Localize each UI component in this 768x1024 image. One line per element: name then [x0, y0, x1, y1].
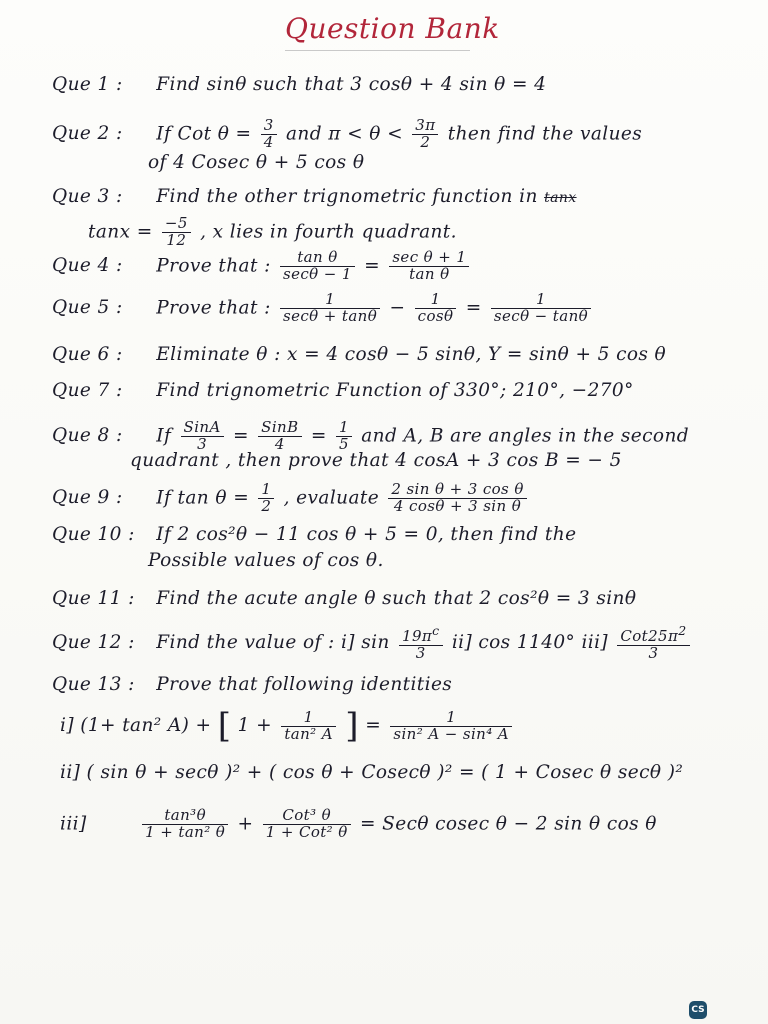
question-text: sin [361, 631, 390, 653]
fraction-denominator: tan θ [409, 264, 450, 283]
question-text: Find the acute angle θ such that 2 cos²θ = 3 sinθ [156, 588, 637, 609]
question-10 [52, 524, 576, 545]
fraction-numerator: tan θ [280, 250, 355, 267]
question-label: Que 5 : [52, 297, 123, 319]
fraction [258, 482, 274, 515]
question-9 [52, 482, 530, 515]
struck-word: tanx [544, 190, 577, 206]
question-2-continuation: of 4 Cosec θ + 5 cos θ [148, 152, 365, 173]
question-text: Prove that following identities [156, 674, 453, 695]
question-label: Que 2 : [52, 123, 123, 145]
question-label: Que 6 : [52, 344, 123, 365]
question-7 [52, 380, 634, 401]
fraction-denominator: 4 cosθ + 3 sin θ [393, 496, 522, 515]
fraction-numerator: 3 [261, 118, 277, 135]
question-6 [52, 344, 666, 365]
question-text: and π < θ < [285, 123, 403, 145]
equals-sign: = [364, 255, 381, 277]
equals-sign: = [310, 425, 327, 447]
question-text: Prove that : [156, 297, 271, 319]
fraction [491, 292, 591, 325]
fraction [162, 216, 191, 249]
fraction [181, 420, 224, 453]
question-text: then find the values [447, 123, 643, 145]
fraction [412, 118, 438, 151]
fraction-numerator: 1 [280, 292, 380, 309]
fraction-denominator: 12 [166, 230, 187, 249]
identity-text: ( sin θ + secθ )² + ( cos θ + Cosecθ )² = ( 1 + Cosec θ secθ )² [86, 762, 684, 783]
fraction-denominator: cosθ [417, 306, 454, 325]
question-4 [52, 250, 472, 283]
question-text: , x lies in fourth quadrant. [200, 221, 457, 243]
fraction-denominator: 3 [648, 643, 659, 662]
question-12 [52, 624, 693, 662]
superscript: 2 [678, 623, 687, 638]
fraction-numerator: 2 sin θ + 3 cos θ [388, 482, 526, 499]
question-label: Que 11 : [52, 588, 135, 609]
fraction-denominator: 4 [263, 132, 274, 151]
question-text: Find the value of : i] [156, 631, 355, 653]
question-label: Que 3 : [52, 186, 123, 207]
question-3-continuation [88, 216, 457, 249]
fraction-denominator: 4 [274, 434, 285, 453]
question-1 [52, 74, 546, 95]
question-text: Find trignometric Function of 330°; 210°, −270° [156, 380, 634, 401]
fraction [263, 808, 351, 841]
fraction [280, 292, 380, 325]
open-bracket: [ [217, 706, 232, 746]
fraction [280, 250, 355, 283]
question-label: Que 7 : [52, 380, 123, 401]
fraction [281, 707, 336, 743]
fraction [261, 118, 277, 151]
plus-sign: + [237, 813, 254, 835]
question-text: Find the other trignometric function in [156, 186, 538, 207]
fraction-denominator: 2 [420, 132, 431, 151]
question-8 [52, 420, 689, 453]
close-bracket: ] [345, 706, 359, 746]
question-text: and A, B are angles in the second [361, 425, 690, 447]
question-label: Que 9 : [52, 487, 123, 509]
fraction [389, 250, 469, 283]
question-text: ii] cos 1140° [451, 631, 576, 653]
question-label: Que 13 : [52, 674, 135, 695]
fraction [390, 707, 512, 743]
fraction-denominator: 3 [197, 434, 208, 453]
question-13 [52, 674, 452, 695]
question-text: tanx = [88, 221, 153, 243]
fraction [258, 420, 301, 453]
fraction-denominator: 5 [339, 434, 349, 453]
fraction [142, 808, 228, 841]
identity-label: ii] [60, 762, 81, 783]
fraction-numerator: SinB [258, 420, 301, 437]
fraction-numerator: 1 [281, 710, 336, 727]
fraction-numerator: sec θ + 1 [389, 250, 469, 267]
fraction-denominator: tan² A [284, 724, 333, 743]
fraction-denominator: 1 + Cot² θ [265, 822, 348, 841]
fraction-denominator: 1 + tan² θ [145, 822, 226, 841]
fraction [336, 420, 352, 453]
fraction-numerator: tan³θ [142, 808, 228, 825]
question-label: Que 10 : [52, 524, 135, 545]
fraction-numerator: SinA [181, 420, 224, 437]
fraction-numerator: 1 [415, 292, 457, 309]
fraction [415, 292, 457, 325]
equals-sign: = [232, 425, 249, 447]
equals-sign: = [365, 715, 382, 736]
question-3 [52, 186, 577, 207]
fraction-denominator: sin² A − sin⁴ A [393, 724, 510, 743]
fraction-numerator: −5 [162, 216, 191, 233]
title-underline [285, 50, 470, 51]
equals-sign: = [465, 297, 482, 319]
fraction-denominator: secθ + tanθ [283, 306, 378, 325]
page-title: Question Bank [285, 12, 500, 45]
fraction-denominator: secθ − 1 [283, 264, 352, 283]
question-text: If [156, 425, 172, 447]
question-text: iii] [581, 631, 609, 653]
identity-text: 1 + [237, 715, 273, 736]
question-text: If Cot θ = [156, 123, 252, 145]
question-text: Find sinθ such that 3 cosθ + 4 sin θ = 4 [156, 74, 547, 95]
fraction-denominator: 2 [261, 496, 272, 515]
fraction [617, 624, 689, 662]
fraction-numerator-text: Cot25π [620, 627, 679, 645]
fraction-numerator: 1 [390, 710, 512, 727]
question-text: If tan θ = [156, 487, 250, 509]
fraction-numerator: 1 [336, 420, 352, 437]
question-label: Que 4 : [52, 255, 123, 277]
question-text: , evaluate [283, 487, 380, 509]
fraction-denominator: 3 [415, 643, 426, 662]
fraction-numerator [399, 624, 443, 646]
question-label: Que 12 : [52, 631, 135, 653]
fraction-denominator: secθ − tanθ [493, 306, 589, 325]
question-text: Eliminate θ : x = 4 cosθ − 5 sinθ, Y = sinθ + 5 cos θ [156, 344, 667, 365]
fraction-numerator [617, 624, 689, 646]
identity-label: iii] [60, 813, 87, 835]
question-label: Que 1 : [52, 74, 123, 95]
minus-sign: − [389, 297, 406, 319]
identity-iii [60, 808, 657, 841]
question-text: Prove that : [156, 255, 271, 277]
identity-text: (1+ tan² A) + [80, 715, 212, 736]
question-10-continuation: Possible values of cos θ. [148, 550, 384, 571]
fraction-numerator-text: 19π [402, 627, 433, 645]
question-5 [52, 292, 594, 325]
fraction-numerator: Cot³ θ [263, 808, 351, 825]
identity-ii [60, 762, 683, 783]
question-label: Que 8 : [52, 425, 123, 447]
question-8-continuation: quadrant , then prove that 4 cosA + 3 cos B = − 5 [130, 450, 622, 471]
question-11 [52, 588, 636, 609]
superscript: c [432, 623, 440, 638]
question-2 [52, 118, 642, 151]
fraction-numerator: 3π [412, 118, 438, 135]
identity-i [60, 706, 515, 746]
fraction-numerator: 1 [491, 292, 591, 309]
fraction [388, 482, 526, 515]
question-text: If 2 cos²θ − 11 cos θ + 5 = 0, then find the [156, 524, 577, 545]
fraction [399, 624, 443, 662]
identity-text: = Secθ cosec θ − 2 sin θ cos θ [359, 813, 657, 835]
identity-label: i] [60, 715, 74, 736]
fraction-numerator: 1 [258, 482, 274, 499]
camscanner-logo-icon: CS [689, 1001, 707, 1019]
